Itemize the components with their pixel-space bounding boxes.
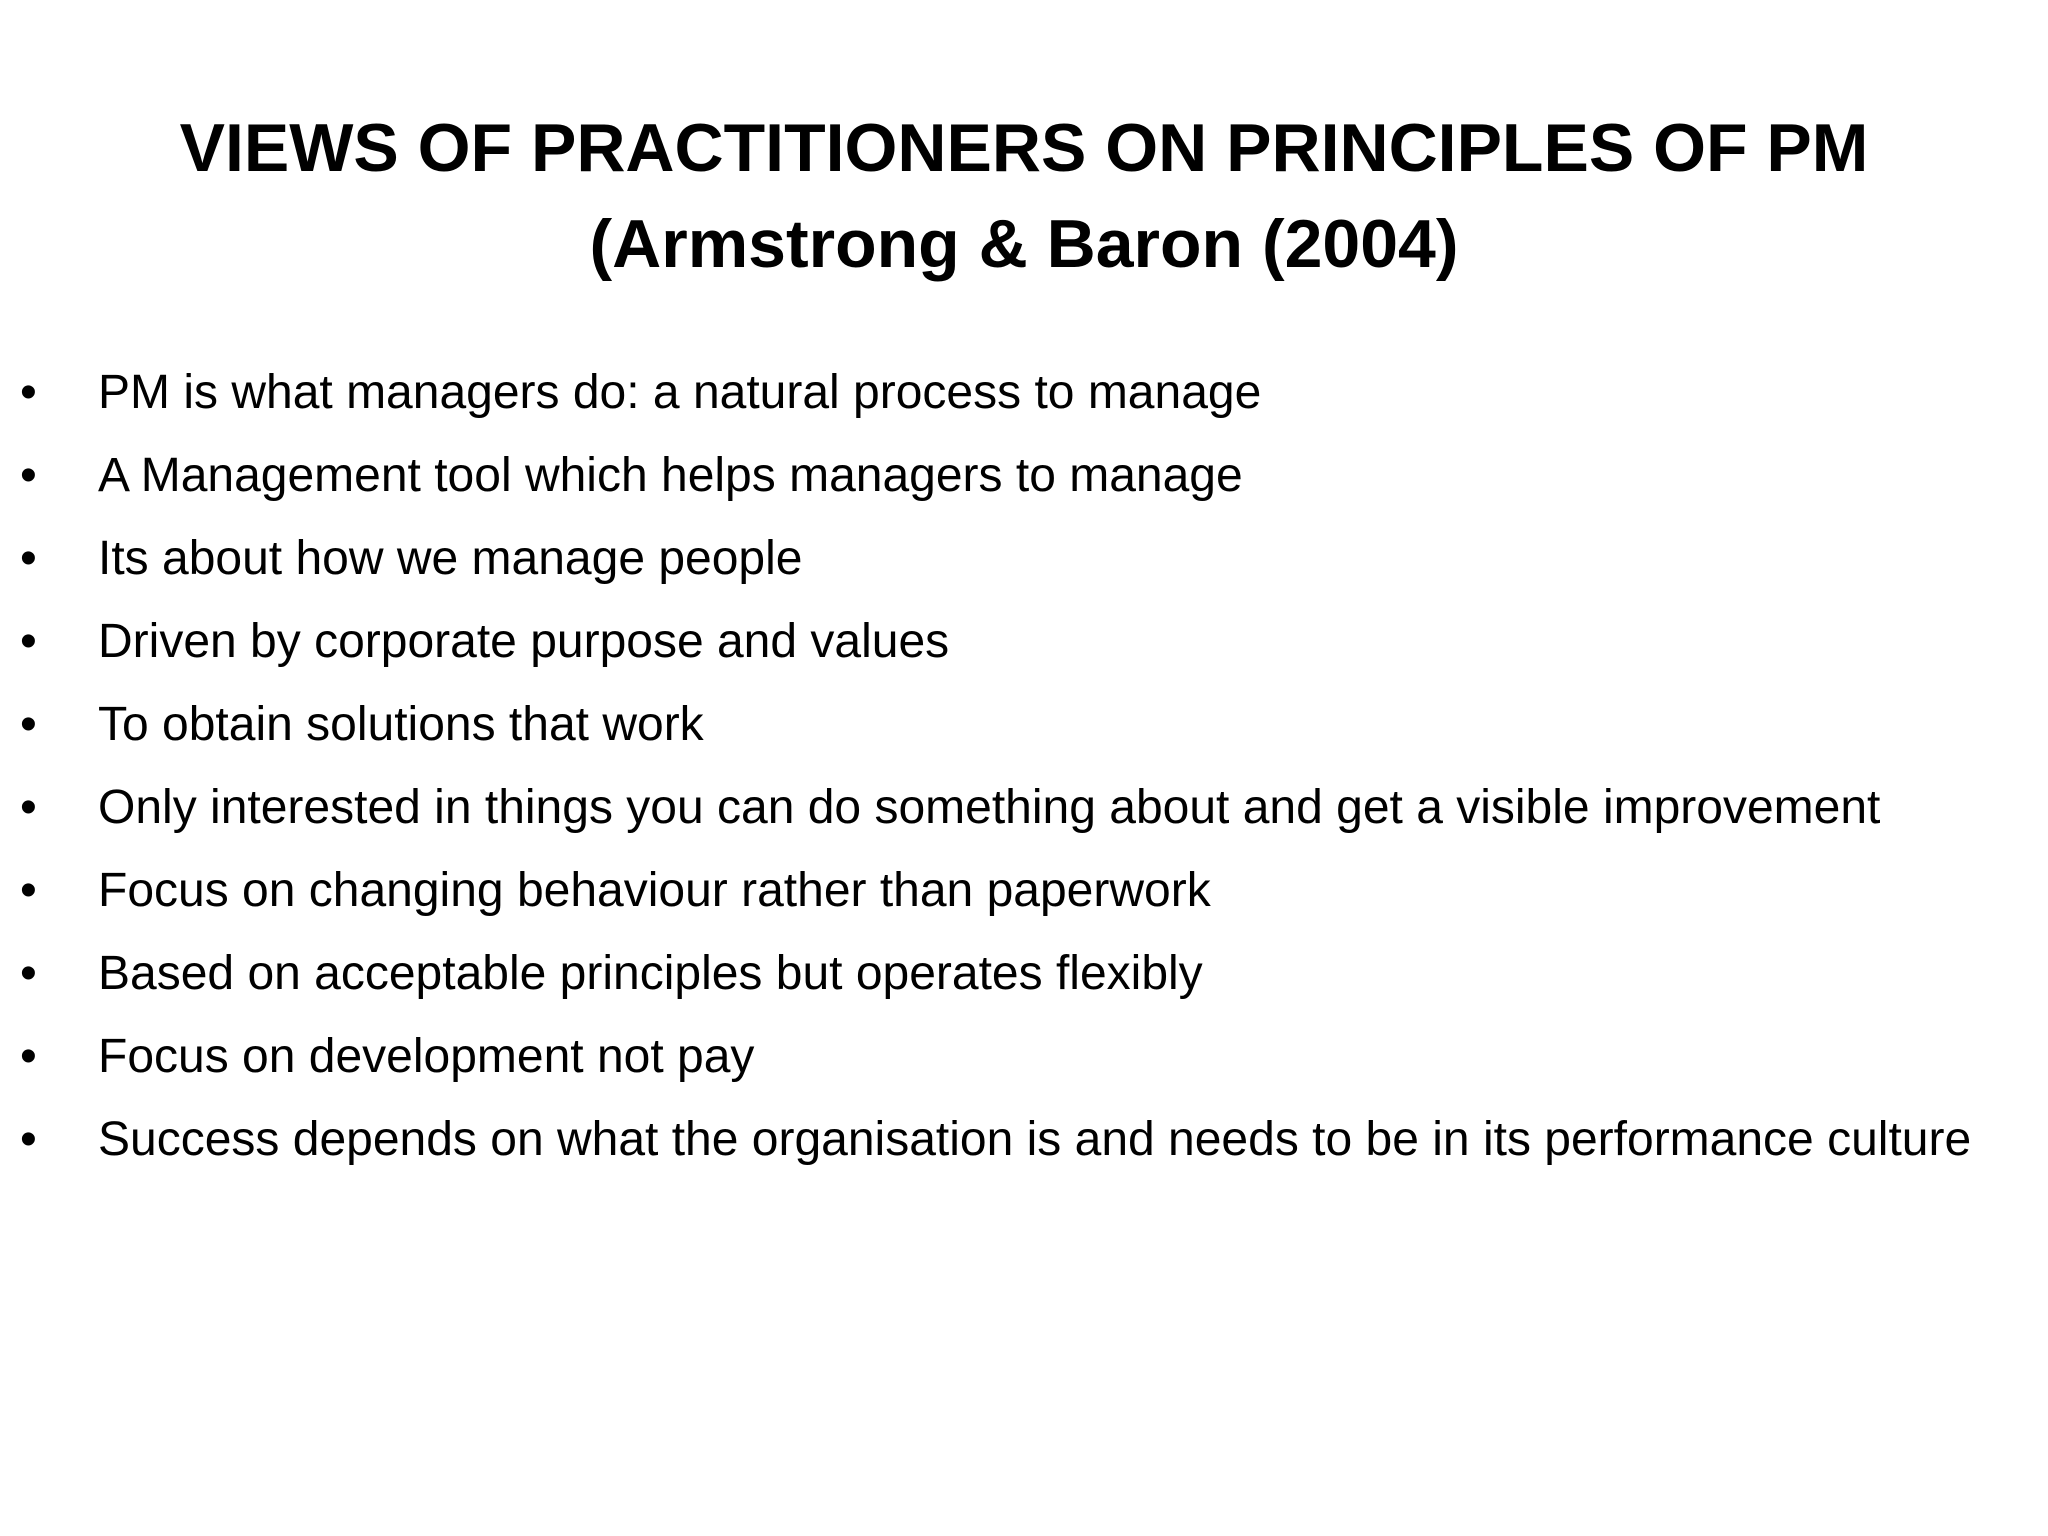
bullet-list (0, 358, 2000, 1188)
bullet-dot-icon: • (20, 615, 37, 668)
bullet-item (0, 773, 2000, 842)
bullet-item (0, 1105, 2000, 1174)
bullet-text: Focus on development not pay (98, 1030, 755, 1083)
bullet-text: Its about how we manage people (98, 532, 803, 585)
bullet-dot-icon: • (20, 1113, 37, 1166)
bullet-item (0, 690, 2000, 759)
bullet-dot-icon: • (20, 1030, 37, 1083)
bullet-text: A Management tool which helps managers to manage (98, 449, 1243, 502)
bullet-item (0, 1022, 2000, 1091)
bullet-item (0, 358, 2000, 427)
bullet-dot-icon: • (20, 532, 37, 585)
bullet-text: Focus on changing behaviour rather than paperwork (98, 864, 1211, 917)
bullet-item (0, 524, 2000, 593)
slide-title-line-2: (Armstrong & Baron (2004) (589, 206, 1459, 282)
bullet-text: Driven by corporate purpose and values (98, 615, 950, 668)
bullet-dot-icon: • (20, 366, 37, 419)
bullet-dot-icon: • (20, 947, 37, 1000)
bullet-dot-icon: • (20, 864, 37, 917)
slide-title-line-1: VIEWS OF PRACTITIONERS ON PRINCIPLES OF PM (179, 110, 1869, 186)
slide-title (100, 100, 1948, 292)
bullet-item (0, 441, 2000, 510)
bullet-item (0, 856, 2000, 925)
bullet-text: Based on acceptable principles but operates flexibly (98, 947, 1203, 1000)
bullet-dot-icon: • (20, 698, 37, 751)
bullet-text: Only interested in things you can do something about and get a visible improvement (98, 781, 1881, 834)
bullet-dot-icon: • (20, 781, 37, 834)
bullet-text: To obtain solutions that work (98, 698, 704, 751)
bullet-text: Success depends on what the organisation is and needs to be in its performance culture (98, 1113, 1972, 1166)
bullet-dot-icon: • (20, 449, 37, 502)
bullet-text: PM is what managers do: a natural process to manage (98, 366, 1262, 419)
bullet-item (0, 607, 2000, 676)
bullet-item (0, 939, 2000, 1008)
